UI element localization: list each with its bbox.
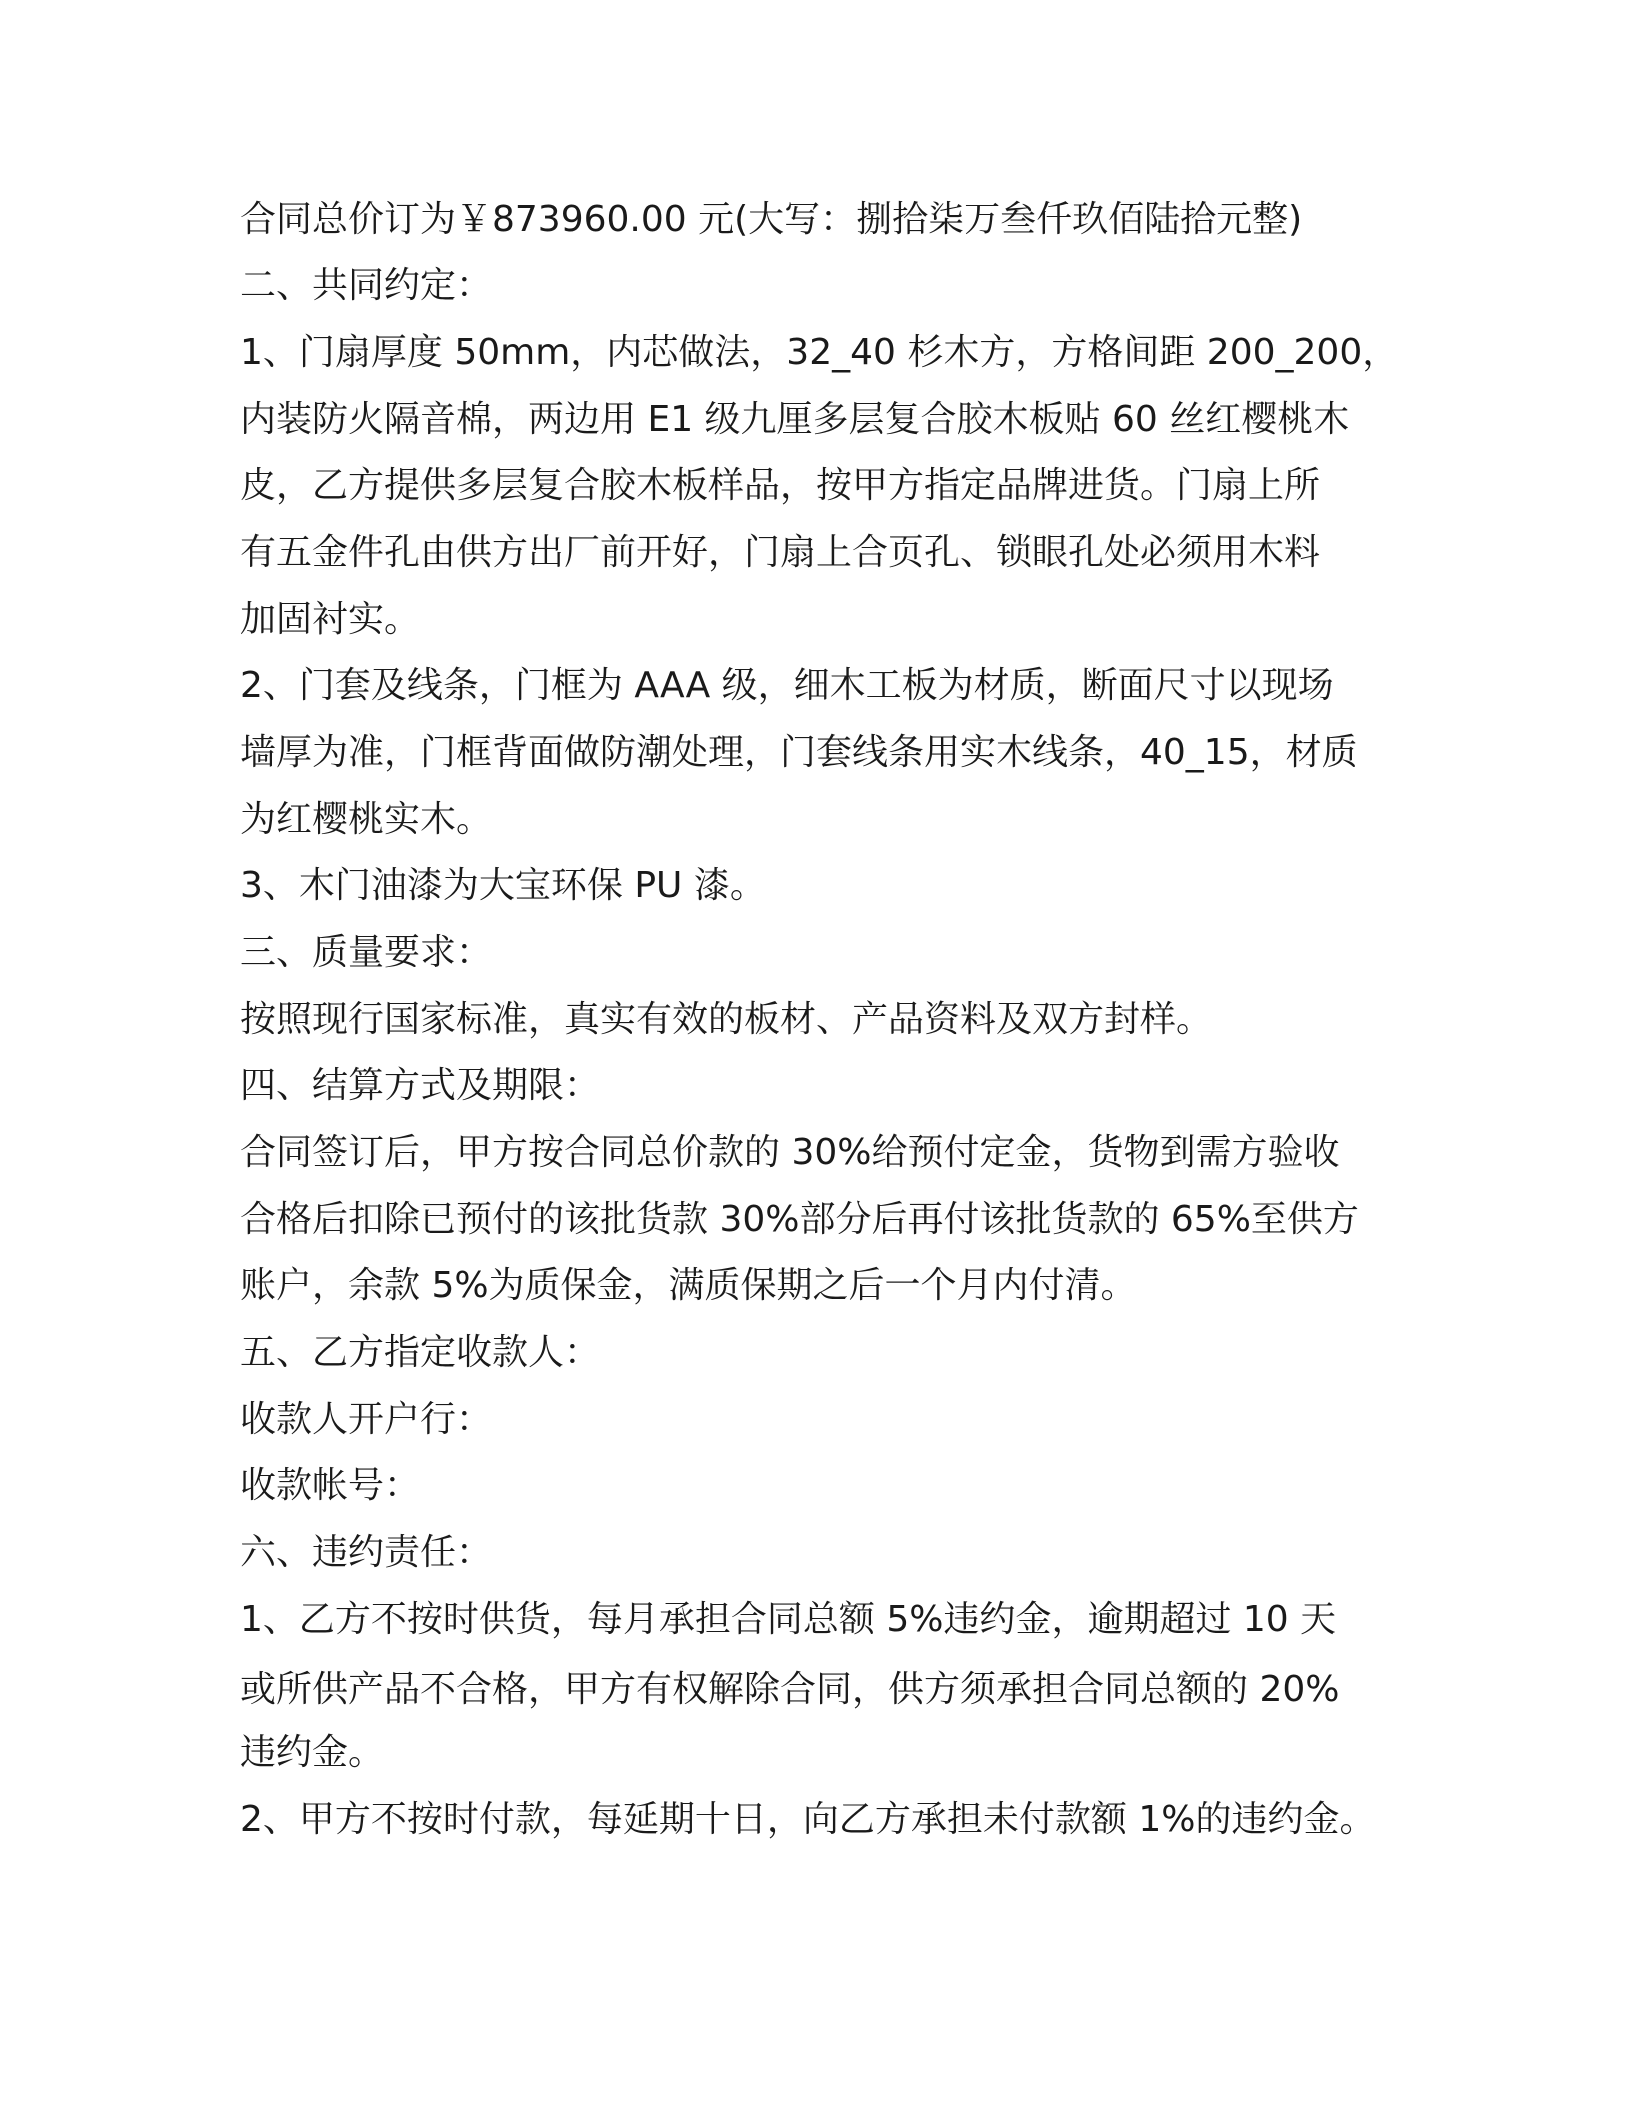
text-line: 有五金件孔由供方出厂前开好，门扇上合页孔、锁眼孔处必须用木料 xyxy=(240,532,1321,573)
text-line: 3、木门油漆为大宝环保 PU 漆。 xyxy=(240,865,766,906)
section-heading-liability: 六、违约责任： xyxy=(240,1532,493,1573)
section-heading-joint-agreement: 二、共同约定： xyxy=(240,265,493,306)
text-line: 为红樱桃实木。 xyxy=(240,799,493,840)
text-line: 墙厚为准，门框背面做防潮处理，门套线条用实木线条，40_15，材质 xyxy=(240,732,1358,773)
section-heading-payee: 五、乙方指定收款人： xyxy=(240,1332,601,1373)
text-line: 1、门扇厚度 50mm，内芯做法，32_40 杉木方，方格间距 200_200， xyxy=(240,332,1399,373)
section-heading-settlement: 四、结算方式及期限： xyxy=(240,1065,601,1106)
text-line: 皮，乙方提供多层复合胶木板样品，按甲方指定品牌进货。门扇上所 xyxy=(240,465,1321,506)
text-line: 合格后扣除已预付的该批货款 30%部分后再付该批货款的 65%至供方 xyxy=(240,1199,1359,1240)
payee-bank-label: 收款人开户行： xyxy=(240,1399,493,1440)
text-line: 2、甲方不按时付款，每延期十日，向乙方承担未付款额 1%的违约金。 xyxy=(240,1799,1376,1840)
payee-account-label: 收款帐号： xyxy=(240,1465,421,1506)
text-line: 合同签订后，甲方按合同总价款的 30%给预付定金，货物到需方验收 xyxy=(240,1132,1340,1173)
text-line: 2、门套及线条，门框为 AAA 级，细木工板为材质，断面尺寸以现场 xyxy=(240,665,1334,706)
text-line: 或所供产品不合格，甲方有权解除合同，供方须承担合同总额的 20% xyxy=(240,1669,1340,1710)
section-heading-quality-requirements: 三、质量要求： xyxy=(240,932,493,973)
text-line: 内装防火隔音棉，两边用 E1 级九厘多层复合胶木板贴 60 丝红樱桃木 xyxy=(240,399,1350,440)
text-line: 按照现行国家标准，真实有效的板材、产品资料及双方封样。 xyxy=(240,999,1213,1040)
text-line: 1、乙方不按时供货，每月承担合同总额 5%违约金，逾期超过 10 天 xyxy=(240,1599,1337,1640)
contract-total-price-line: 合同总价订为￥873960.00 元(大写：捌拾柒万叁仟玖佰陆拾元整) xyxy=(240,199,1303,240)
text-line: 加固衬实。 xyxy=(240,599,421,640)
text-line: 违约金。 xyxy=(240,1732,385,1773)
text-line: 账户，余款 5%为质保金，满质保期之后一个月内付清。 xyxy=(240,1265,1137,1306)
